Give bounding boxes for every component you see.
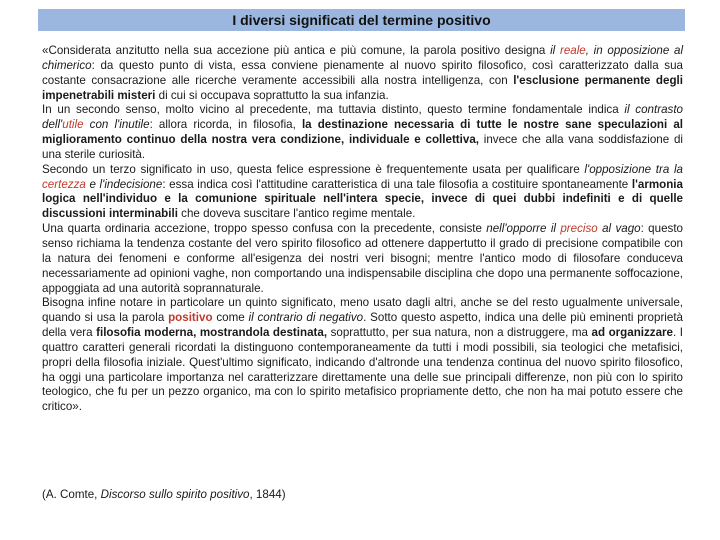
paragraph-certezza: Secondo un terzo significato in uso, questa felice espressione è frequentemente usata per qualificare l'opposizione tra la certezza e l'indecisione: essa indica così l'attitudine caratteristica di una tale filosofia a costituire spontaneamente l'armonia logica nell'individuo e la comunione spirituale nell'intera specie, invece di quei dubbi indefiniti e di quelle discussioni interminabili che doveva suscitare l'antico regime mentale. <box>42 162 683 221</box>
paragraph-reale: «Considerata anzitutto nella sua accezione più antica e più comune, la parola positivo designa il reale, in opposizione al chimerico: da questo punto di vista, essa conviene pienamente al nuovo spirito filosofico, così caratterizzato dalla sua costante consacrazione alle ricerche veramente accessibili alla nostra intelligenza, con l'esclusione permanente degli impenetrabili misteri di cui si occupava soprattutto la sua infanzia. <box>42 44 684 102</box>
citation-work: Discorso sullo spirito positivo <box>100 488 250 501</box>
title-bar <box>38 9 685 31</box>
paragraph-preciso: Una quarta ordinaria accezione, troppo spesso confusa con la precedente, consiste nell'opporre il preciso al vago: questo senso richiama la tendenza costante del vero spirito filosofico ad ottenere dappertutto il grado di precisione compatibile con la natura dei fenomeni e conforme all'esigenza dei nostri veri bisogni; mentre l'antico modo di filosofare conduceva necessariamente ad opinioni vaghe, non comportando una indispensabile disciplina che dopo una permanente soffocazione, appoggiata ad una autorità soprannaturale. <box>42 222 683 295</box>
citation: (A. Comte, Discorso sullo spirito positivo, 1844) <box>42 488 286 501</box>
quote-body <box>42 44 683 415</box>
paragraph-utile: In un secondo senso, molto vicino al precedente, ma tuttavia distinto, questo termine fondamentale indica il contrasto dell'utile con l'inutile: allora ricorda, in filosofia, la destinazione necessaria di tutte le nostre sane speculazioni al miglioramento continuo della nostra vera condizione, individuale e collettiva, invece che alla vana soddisfazione di una sterile curiosità. <box>42 103 683 161</box>
page-title: I diversi significati del termine positivo <box>232 12 491 28</box>
paragraph-positivo: Bisogna infine notare in particolare un quinto significato, meno usato dagli altri, anche se del resto ugualmente universale, quando si usa la parola positivo come il contrario di negativo. Sotto questo aspetto, indica una delle più eminenti proprietà della vera filosofia moderna, mostrandola destinata, soprattutto, per sua natura, non a distruggere, ma ad organizzare. I quattro caratteri generali ricordati la distinguono contemporaneamente da tutti i modi possibili, sia teologici che metafisici, propri della filosofia iniziale. Quest'ultimo significato, indicando d'altronde una tendenza continua del nuovo spirito filosofico, ha oggi una particolare importanza nel caratterizzare direttamente una delle sue principali differenze, non più con lo spirito teologico, che fu per un pezzo organico, ma con lo spirito metafisico propriamente detto, che non ha mai potuto essere che critico». <box>42 296 683 414</box>
